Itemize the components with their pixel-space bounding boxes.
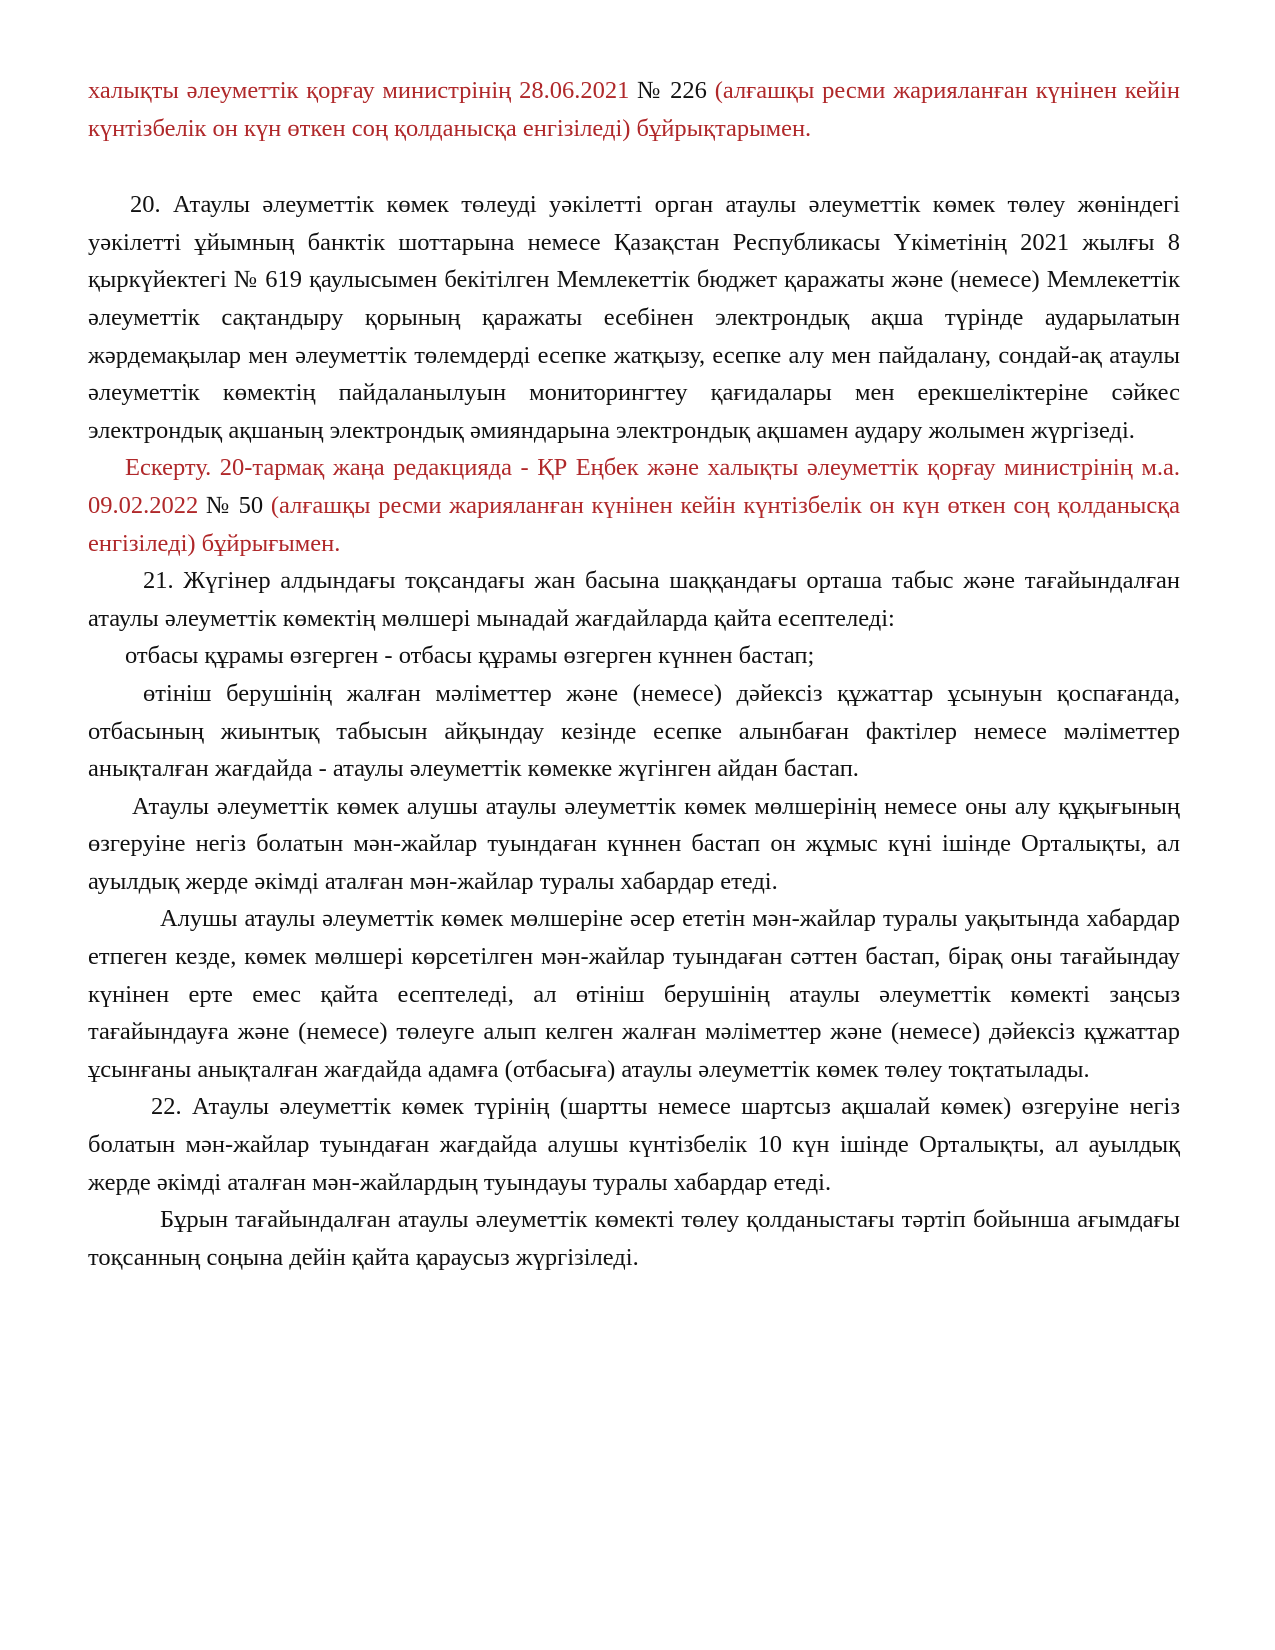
- document-page: [88, 72, 1180, 1276]
- order-number-link[interactable]: № 50: [205, 491, 264, 519]
- amendment-note-top: [88, 72, 1180, 147]
- paragraph-21-notify: Атаулы әлеуметтік көмек алушы атаулы әлеуметтік көмек мөлшерінің немесе оны алу құқығының өзгеруіне негіз болатын мән-жайлар туындаған күннен бастап он жұмыс күні ішінде Орталықты, ал ауылдық жерде әкімді аталған мән-жайлар туралы хабардар етеді.: [88, 792, 1180, 895]
- amendment-note-20-text-1: Ескерту. 20-тармақ жаңа редакцияда - ҚР Еңбек және халықты әлеуметтік қорғау министрінің м.а. 09.02.2022: [88, 454, 1180, 519]
- paragraph-21-recalculation: Алушы атаулы әлеуметтік көмек мөлшеріне әсер ететін мән-жайлар туралы уақытында хабардар етпеген кезде, көмек мөлшері көрсетілген мән-жайлар туындаған сәттен бастап, бірақ оны тағайындау күнінен ерте емес қайта есептеледі, ал өтініш берушінің атаулы әлеуметтік көмекті заңсыз тағайындауға және (немесе) төлеуге алып келген жалған мәліметтер және (немесе) дәйексіз құжаттар ұсынғаны анықталған жағдайда адамға (отбасыға) атаулы әлеуметтік көмек төлеу тоқтатылады.: [88, 905, 1180, 1083]
- paragraph-20: 20. Атаулы әлеуметтік көмек төлеуді уәкілетті орган атаулы әлеуметтік көмек төлеу жөніндегі уәкілетті ұйымның банктік шоттарына немесе Қазақстан Республикасы Үкіметінің 2021 жылғы 8 қыркүйектегі № 619 қаулысымен бекітілген Мемлекеттік бюджет қаражаты және (немесе) Мемлекеттік әлеуметтік сақтандыру қорының қаражаты есебінен электрондық ақша түрінде аударылатын жәрдемақылар мен әлеуметтік төлемдерді есепке жатқызу, есепке алу мен пайдалану, сондай-ақ атаулы әлеуметтік көмектің пайдаланылуын мониторингтеу қағидалары мен ерекшеліктеріне сәйкес электрондық ақшаның электрондық әмияндарына электрондық ақшамен аудару жолымен жүргізеді.: [88, 191, 1180, 444]
- paragraph-21-item-income: өтініш берушінің жалған мәліметтер және (немесе) дәйексіз құжаттар ұсынуын қоспағанда, отбасының жиынтық табысын айқындау кезінде есепке алынбаған фактілер немесе мәліметтер анықталған жағдайда - атаулы әлеуметтік көмекке жүгінген айдан бастап.: [88, 679, 1180, 783]
- paragraph-22: 22. Атаулы әлеуметтік көмек түрінің (шартты немесе шартсыз ақшалай көмек) өзгеруіне негіз болатын мән-жайлар туындаған жағдайда алушы күнтізбелік 10 күн ішінде Орталықты, ал ауылдық жерде әкімді аталған мән-жайлардың туындауы туралы хабардар етеді.: [88, 1093, 1180, 1196]
- order-number-link[interactable]: № 226: [637, 77, 707, 104]
- amendment-note-top-text-1: халықты әлеуметтік қорғау министрінің 28.06.2021: [88, 77, 638, 104]
- paragraph-21-item-family: отбасы құрамы өзгерген - отбасы құрамы өзгерген күннен бастап;: [125, 642, 815, 670]
- paragraph-22-payment: Бұрын тағайындалған атаулы әлеуметтік көмекті төлеу қолданыстағы тәртіп бойынша ағымдағы тоқсанның соңына дейін қайта қараусыз жүргізіледі.: [88, 1206, 1180, 1271]
- paragraph-21: 21. Жүгінер алдындағы тоқсандағы жан басына шаққандағы орташа табыс және тағайындалған атаулы әлеуметтік көмектің мөлшері мынадай жағдайларда қайта есептеледі:: [88, 567, 1180, 632]
- amendment-note-top-text-2: (алғашқы ресми жарияланған күнінен кейін күнтізбелік он күн өткен соң қолданысқа енгізіледі) бұйрықтарымен.: [88, 77, 1180, 142]
- amendment-note-20: [88, 449, 1180, 562]
- amendment-note-20-text-2: (алғашқы ресми жарияланған күнінен кейін күнтізбелік он күн өткен соң қолданысқа енгізіледі) бұйрығымен.: [88, 491, 1180, 557]
